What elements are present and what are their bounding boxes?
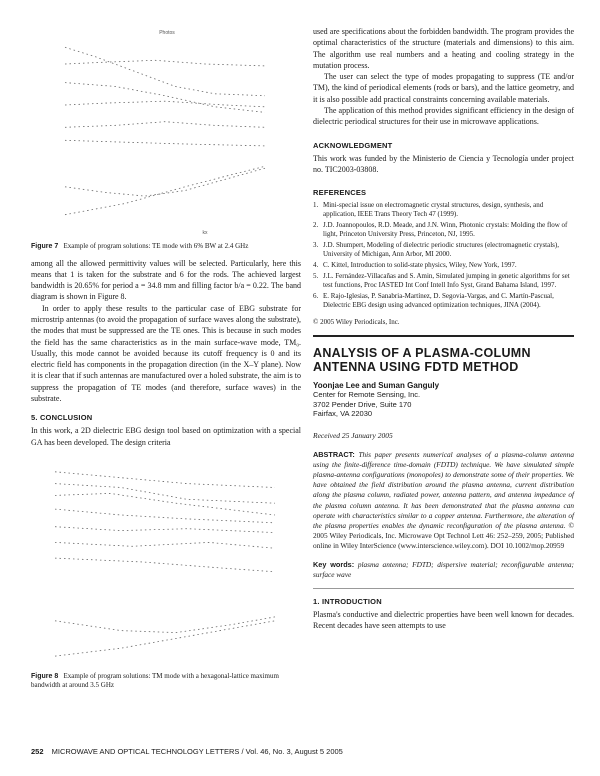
keywords-text: plasma antenna; FDTD; dispersive material; reconfigurable antenna; surface wave: [313, 559, 574, 579]
figure-7-top-label: Photos: [159, 30, 175, 36]
reference-item: 6. E. Rajo-Iglesias, P. Sanabria-Martínez, D. Segovia-Vargas, and C. Martín-Pascual, Dielectric EBG design using advanced optimization techniques, JINA (2004).: [313, 291, 554, 309]
reference-item: 5. J.L. Fernández-Villacañas and S. Amin, Simulated jumping in genetic algorithms for set test functions, Proc IASTED Int Conf Intell Info Syst, Grand Bahama Island, 1997.: [313, 271, 570, 289]
figure-curve-band-1: [55, 472, 275, 488]
figure-curve-band-7: [55, 558, 275, 572]
keywords-divider: [313, 588, 574, 589]
reference-item: 2. J.D. Joannopoulos, R.D. Meade, and J.N. Winn, Photonic crystals: Molding the flow of light, Princeton University Press, Princeton, NJ, 1995.: [313, 221, 568, 239]
conclusion-heading: 5. CONCLUSION: [31, 413, 93, 423]
acknowledgment-text: This work was funded by the Ministerio de Ciencia y Tecnología under project no. TIC2003-03808.: [313, 153, 574, 174]
abstract-citation: © 2005 Wiley Periodicals, Inc. Microwave Opt Technol Lett 46: 252–259, 2005; Published online in Wiley InterScience (www.interscience.wiley.com). DOI 10.1002/mop.20959: [313, 520, 574, 551]
figure-curve-band-4: [55, 509, 275, 523]
figure-8: [31, 458, 301, 691]
copyright-line: © 2005 Wiley Periodicals, Inc.: [313, 318, 400, 326]
abstract-text: This paper presents numerical analyses of a plasma-column antenna using the finite-difference time-domain (FDTD) technique. We have simulated simple plasma-antenna configurations (monopoles) to demonstrate some of their properties. We have obtained the field distribution around the plasma antenna, current distribution along the plasma column, radiated power, antenna pattern, and antenna impedance of the plasma column antenna. It has been demonstrated that the plasma antenna can operate with characteristics similar to a copper antenna. Furthermore, the alteration of the plasma properties enables the dynamic reconfiguration of the plasma antenna.: [313, 449, 574, 530]
keywords-label: Key words:: [313, 559, 355, 569]
figure-curve-band-3: [65, 83, 265, 113]
journal-citation: MICROWAVE AND OPTICAL TECHNOLOGY LETTERS / Vol. 46, No. 3, August 5 2005: [51, 747, 343, 756]
figure-7-caption: [31, 242, 301, 252]
figure-7-caption-label: Figure 7: [31, 243, 59, 250]
conclusion-text: In this work, a 2D dielectric EBG design tool based on optimization with a special GA has been developed. The design criteria: [31, 426, 301, 447]
figure-curve-band-4: [65, 101, 265, 107]
left-column: [31, 26, 301, 691]
right-paragraph-1: used are specifications about the forbidden bandwidth. The program provides the optimal characteristics of the structure (materials and dimensions) to this aim. The algorithm use real numbers and a heating and cooling strategy in the mutation process.: [313, 27, 574, 70]
reference-item: 1. Mini-special issue on electromagnetic crystal structures, design, synthesis, and application, IEEE Trans Theory Tech 47 (1999).: [313, 201, 544, 219]
right-paragraph-3: The application of this method provides significant efficiency in the design of dielectric periodical structures for their use in microwave applications.: [313, 106, 574, 127]
figure-curve-band-6: [55, 542, 275, 548]
page-number: 252: [31, 747, 44, 756]
affiliation-line-1: Center for Remote Sensing, Inc.: [313, 390, 421, 399]
figure-8-caption-label: Figure 8: [31, 672, 59, 680]
right-column: [313, 26, 574, 632]
article-title: ANALYSIS OF A PLASMA-COLUMN ANTENNA USING FDTD METHOD: [313, 346, 531, 374]
introduction-text: Plasma's conductive and dielectric properties have been well known for decades. Recent decades have seen attempts to use: [313, 609, 574, 631]
figure-curve-band-8: [65, 166, 265, 214]
page-footer: [31, 747, 574, 756]
figure-curve-band-5: [65, 122, 265, 128]
article-divider: [313, 335, 574, 337]
figure-7-x-tick: kx: [202, 230, 208, 236]
figure-8-caption: [31, 672, 301, 691]
figure-7-caption-text: Example of program solutions: TE mode with 6% BW at 2.4 GHz: [63, 242, 249, 250]
left-paragraph-2: In order to apply these results to the particular case of EBG substrate for microstrip antennas (to avoid the propagation of surface waves along the substrate), the modes that must be suppressed are the TE ones. This is because in such modes the field has the same characteristics as in the main surface-wave mode, TM₀. Usually, this mode cannot be avoided because its cutoff frequency is 0 and its electric field has components in the propagation direction (in the X–Y plane). Now it is clear that if such antennas are manufactured over a holed substrate, the aim is to suppress the propagation of TE modes (and therefore, surface waves) in the substrate.: [31, 303, 301, 404]
figure-8-band-diagram: [45, 458, 285, 668]
reference-item: 3. J.D. Shumpert, Modeling of dielectric periodic structures (electromagnetic crystals), University of Michigan, Ann Arbor, MI 2000.: [313, 241, 559, 259]
figure-curve-band-9: [55, 621, 275, 656]
right-paragraph-2: The user can select the type of modes propagating to suppress (TE and/or TM), the kind of periodical elements (rods or bars), and the lattice geometry, and it is also possible add practical constraints concerning available materials.: [313, 72, 574, 104]
figure-curve-band-6: [65, 140, 265, 146]
article-authors: Yoonjae Lee and Suman Ganguly: [313, 381, 440, 390]
figure-7-band-diagram: [55, 26, 275, 238]
figure-curve-band-2: [65, 60, 265, 66]
introduction-heading: 1. INTRODUCTION: [313, 596, 382, 606]
abstract: [313, 450, 574, 552]
figure-curve-band-3: [55, 493, 275, 515]
figure-8-caption-text: Example of program solutions: TM mode with a hexagonal-lattice maximum bandwidth at around 3.5 GHz: [31, 671, 279, 690]
keywords: [313, 560, 574, 580]
references-list: [313, 201, 574, 310]
affiliation-line-3: Fairfax, VA 22030: [313, 409, 373, 418]
abstract-label: ABSTRACT:: [313, 449, 355, 459]
left-paragraph-1: among all the allowed permittivity values will be selected. Particularly, here this means that 1 is taken for the substrate and 6 for the rods. The achieved largest bandwidth is 20.65% for period a = 34.8 mm and filling factor b/a = 0.22. The band diagram is shown in Figure 8.: [31, 258, 301, 302]
received-date: Received 25 January 2005: [313, 430, 393, 440]
references-heading: REFERENCES: [313, 188, 367, 198]
affiliation-line-2: 3702 Pender Drive, Suite 170: [313, 399, 412, 409]
figure-7: [31, 26, 301, 252]
reference-item: 4. C. Kittel, Introduction to solid-state physics, Wiley, New York, 1997.: [313, 260, 517, 269]
acknowledgment-heading: ACKNOWLEDGMENT: [313, 140, 393, 150]
figure-curve-band-1: [65, 47, 265, 95]
figure-curve-band-5: [55, 527, 275, 533]
figure-curve-band-8: [55, 617, 275, 633]
figure-curve-band-2: [55, 484, 275, 504]
figure-curve-band-7: [65, 168, 265, 196]
